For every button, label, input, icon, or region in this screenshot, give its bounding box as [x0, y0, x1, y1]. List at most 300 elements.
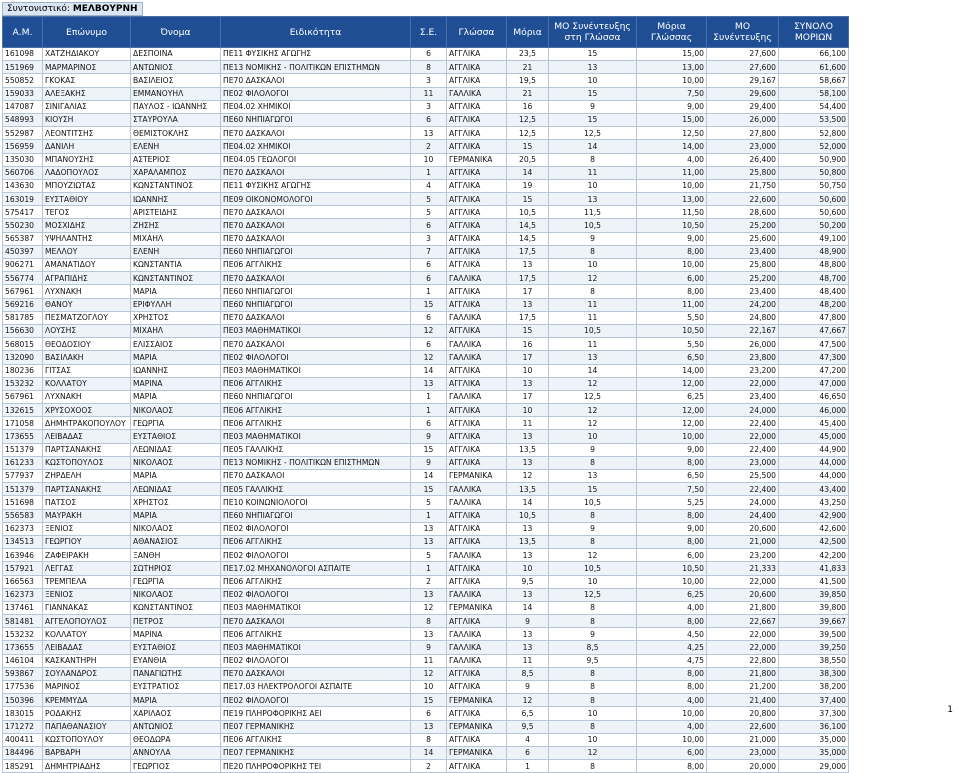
cell-surname: ΚΩΣΤΟΠΟΥΛΟΥ — [43, 733, 131, 746]
cell-se: 5 — [411, 549, 447, 562]
table-row — [3, 509, 849, 522]
cell-language: ΑΓΓΛΙΚΑ — [447, 100, 507, 113]
table-row — [3, 707, 849, 720]
candidates-table — [2, 16, 849, 773]
cell-points: 19 — [507, 179, 549, 192]
cell-points: 17,5 — [507, 311, 549, 324]
cell-surname: ΠΕΣΜΑΤΖΟΓΛΟΥ — [43, 311, 131, 324]
cell-lang-points: 4,75 — [637, 654, 707, 667]
cell-interview: 24,000 — [707, 496, 779, 509]
table-row — [3, 575, 849, 588]
cell-lang-points: 13,00 — [637, 61, 707, 74]
cell-total: 36,100 — [779, 720, 849, 733]
col-se-header: Σ.Ε. — [411, 17, 447, 48]
cell-name: ΑΝΤΩΝΙΟΣ — [131, 61, 221, 74]
cell-interview: 22,800 — [707, 654, 779, 667]
cell-language: ΑΓΓΛΙΚΑ — [447, 404, 507, 417]
cell-points: 13 — [507, 377, 549, 390]
cell-surname: ΥΨΗΛΑΝΤΗΣ — [43, 232, 131, 245]
cell-interview: 29,167 — [707, 74, 779, 87]
cell-surname: ΛΕΙΒΑΔΑΣ — [43, 430, 131, 443]
cell-interview-lang: 9 — [549, 522, 637, 535]
cell-lang-points: 6,00 — [637, 746, 707, 759]
table-row — [3, 259, 849, 272]
cell-total: 42,900 — [779, 509, 849, 522]
cell-total: 29,000 — [779, 760, 849, 773]
cell-interview-lang: 15 — [549, 87, 637, 100]
cell-name: ΜΑΡΙΝΑ — [131, 377, 221, 390]
table-row — [3, 100, 849, 113]
cell-interview: 28,600 — [707, 206, 779, 219]
cell-total: 42,500 — [779, 535, 849, 548]
cell-surname: ΠΑΡΤΣΑΝΑΚΗΣ — [43, 443, 131, 456]
cell-am: 185291 — [3, 760, 43, 773]
cell-name: ΑΝΤΩΝΙΟΣ — [131, 720, 221, 733]
cell-language: ΑΓΓΛΙΚΑ — [447, 377, 507, 390]
cell-language: ΑΓΓΛΙΚΑ — [447, 245, 507, 258]
cell-specialty: ΠΕ70 ΔΑΣΚΑΛΟΙ — [221, 219, 411, 232]
cell-name: ΧΡΗΣΤΟΣ — [131, 496, 221, 509]
cell-name: ΕΥΣΤΡΑΤΙΟΣ — [131, 681, 221, 694]
cell-interview: 26,000 — [707, 113, 779, 126]
cell-interview: 21,333 — [707, 562, 779, 575]
cell-specialty: ΠΕ03 ΜΑΘΗΜΑΤΙΚΟΙ — [221, 430, 411, 443]
cell-interview-lang: 12,5 — [549, 588, 637, 601]
cell-lang-points: 10,00 — [637, 575, 707, 588]
cell-interview-lang: 12 — [549, 272, 637, 285]
cell-se: 15 — [411, 298, 447, 311]
cell-language: ΑΓΓΛΙΚΑ — [447, 681, 507, 694]
table-row — [3, 430, 849, 443]
cell-lang-points: 11,50 — [637, 206, 707, 219]
cell-points: 13,5 — [507, 443, 549, 456]
cell-specialty: ΠΕ09 ΟΙΚΟΝΟΜΟΛΟΓΟΙ — [221, 193, 411, 206]
cell-se: 2 — [411, 140, 447, 153]
table-row — [3, 720, 849, 733]
cell-language: ΑΓΓΛΙΚΑ — [447, 760, 507, 773]
cell-language: ΑΓΓΛΙΚΑ — [447, 443, 507, 456]
cell-am: 577937 — [3, 470, 43, 483]
cell-lang-points: 12,00 — [637, 377, 707, 390]
cell-am: 161233 — [3, 456, 43, 469]
cell-interview-lang: 10 — [549, 575, 637, 588]
cell-points: 17 — [507, 285, 549, 298]
cell-name: ΑΣΤΕΡΙΟΣ — [131, 153, 221, 166]
cell-points: 13 — [507, 549, 549, 562]
cell-interview: 23,200 — [707, 549, 779, 562]
cell-se: 8 — [411, 61, 447, 74]
cell-se: 6 — [411, 311, 447, 324]
cell-surname: ΘΑΝΟΥ — [43, 298, 131, 311]
cell-surname: ΔΗΜΗΤΡΑΚΟΠΟΥΛΟΥ — [43, 417, 131, 430]
cell-specialty: ΠΕ02 ΦΙΛΟΛΟΓΟΙ — [221, 549, 411, 562]
cell-se: 9 — [411, 430, 447, 443]
cell-lang-points: 8,00 — [637, 245, 707, 258]
cell-language: ΑΓΓΛΙΚΑ — [447, 219, 507, 232]
table-row — [3, 615, 849, 628]
cell-interview-lang: 8 — [549, 720, 637, 733]
cell-specialty: ΠΕ02 ΦΙΛΟΛΟΓΟΙ — [221, 522, 411, 535]
cell-se: 6 — [411, 417, 447, 430]
cell-am: 156959 — [3, 140, 43, 153]
table-row — [3, 681, 849, 694]
cell-surname: ΘΕΟΔΟΣΙΟΥ — [43, 338, 131, 351]
table-row — [3, 417, 849, 430]
cell-specialty: ΠΕ70 ΔΑΣΚΑΛΟΙ — [221, 338, 411, 351]
cell-se: 5 — [411, 496, 447, 509]
cell-total: 47,300 — [779, 351, 849, 364]
table-row — [3, 654, 849, 667]
cell-am: 400411 — [3, 733, 43, 746]
col-specialty-header: Ειδικότητα — [221, 17, 411, 48]
cell-name: ΙΩΑΝΝΗΣ — [131, 193, 221, 206]
cell-specialty: ΠΕ07 ΓΕΡΜΑΝΙΚΗΣ — [221, 746, 411, 759]
cell-total: 38,200 — [779, 681, 849, 694]
cell-interview-lang: 11 — [549, 166, 637, 179]
table-row — [3, 522, 849, 535]
cell-specialty: ΠΕ70 ΔΑΣΚΑΛΟΙ — [221, 615, 411, 628]
cell-points: 10,5 — [507, 509, 549, 522]
cell-points: 13 — [507, 588, 549, 601]
cell-lang-points: 6,25 — [637, 390, 707, 403]
cell-am: 151379 — [3, 483, 43, 496]
cell-specialty: ΠΕ70 ΔΑΣΚΑΛΟΙ — [221, 470, 411, 483]
cell-interview: 24,800 — [707, 311, 779, 324]
cell-total: 50,800 — [779, 166, 849, 179]
cell-interview: 23,400 — [707, 390, 779, 403]
cell-specialty: ΠΕ60 ΝΗΠΙΑΓΩΓΟΙ — [221, 298, 411, 311]
cell-specialty: ΠΕ70 ΔΑΣΚΑΛΟΙ — [221, 311, 411, 324]
cell-name: ΜΙΧΑΗΛ — [131, 232, 221, 245]
cell-total: 47,200 — [779, 364, 849, 377]
cell-language: ΑΓΓΛΙΚΑ — [447, 417, 507, 430]
cell-interview-lang: 8 — [549, 681, 637, 694]
cell-se: 6 — [411, 272, 447, 285]
cell-surname: ΓΕΩΡΓΙΟΥ — [43, 535, 131, 548]
cell-total: 38,550 — [779, 654, 849, 667]
cell-points: 14 — [507, 496, 549, 509]
cell-interview: 25,800 — [707, 259, 779, 272]
cell-lang-points: 10,00 — [637, 179, 707, 192]
cell-specialty: ΠΕ70 ΔΑΣΚΑΛΟΙ — [221, 74, 411, 87]
cell-interview-lang: 8 — [549, 153, 637, 166]
cell-lang-points: 8,00 — [637, 285, 707, 298]
cell-specialty: ΠΕ20 ΠΛΗΡΟΦΟΡΙΚΗΣ ΤΕΙ — [221, 760, 411, 773]
cell-total: 38,300 — [779, 667, 849, 680]
cell-am: 153232 — [3, 377, 43, 390]
cell-lang-points: 5,50 — [637, 311, 707, 324]
cell-am: 151698 — [3, 496, 43, 509]
cell-surname: ΛΑΔΟΠΟΥΛΟΣ — [43, 166, 131, 179]
cell-points: 4 — [507, 733, 549, 746]
cell-se: 3 — [411, 232, 447, 245]
cell-se: 15 — [411, 443, 447, 456]
cell-interview-lang: 12 — [549, 417, 637, 430]
cell-interview-lang: 11,5 — [549, 206, 637, 219]
cell-points: 12 — [507, 470, 549, 483]
cell-interview-lang: 8 — [549, 760, 637, 773]
cell-name: ΝΙΚΟΛΑΟΣ — [131, 588, 221, 601]
cell-points: 17,5 — [507, 272, 549, 285]
cell-am: 556774 — [3, 272, 43, 285]
cell-specialty: ΠΕ02 ΦΙΛΟΛΟΓΟΙ — [221, 694, 411, 707]
cell-interview: 23,800 — [707, 351, 779, 364]
cell-se: 9 — [411, 456, 447, 469]
cell-am: 567961 — [3, 390, 43, 403]
cell-name: ΠΑΝΑΓΙΩΤΗΣ — [131, 667, 221, 680]
cell-points: 9,5 — [507, 575, 549, 588]
cell-total: 48,400 — [779, 285, 849, 298]
cell-am: 180236 — [3, 364, 43, 377]
table-row — [3, 562, 849, 575]
cell-name: ΙΩΑΝΝΗΣ — [131, 364, 221, 377]
cell-interview: 27,600 — [707, 48, 779, 61]
table-row — [3, 667, 849, 680]
cell-surname: ΚΟΛΛΑΤΟΥ — [43, 377, 131, 390]
cell-interview: 22,000 — [707, 628, 779, 641]
cell-se: 15 — [411, 483, 447, 496]
cell-points: 6,5 — [507, 707, 549, 720]
cell-lang-points: 6,00 — [637, 272, 707, 285]
cell-points: 13 — [507, 456, 549, 469]
cell-se: 3 — [411, 100, 447, 113]
cell-language: ΑΓΓΛΙΚΑ — [447, 298, 507, 311]
cell-name: ΜΑΡΙΑ — [131, 285, 221, 298]
cell-am: 171058 — [3, 417, 43, 430]
cell-points: 16 — [507, 338, 549, 351]
cell-language: ΓΑΛΛΙΚΑ — [447, 628, 507, 641]
cell-surname: ΜΑΡΙΝΟΣ — [43, 681, 131, 694]
cell-am: 146104 — [3, 654, 43, 667]
cell-name: ΕΛΙΣΣΑΙΟΣ — [131, 338, 221, 351]
cell-total: 50,600 — [779, 193, 849, 206]
cell-interview: 20,000 — [707, 760, 779, 773]
cell-am: 161098 — [3, 48, 43, 61]
cell-surname: ΤΕΓΟΣ — [43, 206, 131, 219]
cell-surname: ΛΥΧΝΑΚΗ — [43, 390, 131, 403]
cell-total: 44,900 — [779, 443, 849, 456]
cell-se: 2 — [411, 760, 447, 773]
cell-surname: ΛΕΓΓΑΣ — [43, 562, 131, 575]
cell-surname: ΔΗΜΗΤΡΙΑΔΗΣ — [43, 760, 131, 773]
cell-interview-lang: 9 — [549, 443, 637, 456]
cell-interview: 26,000 — [707, 338, 779, 351]
cell-lang-points: 10,00 — [637, 707, 707, 720]
cell-specialty: ΠΕ04.02 ΧΗΜΙΚΟΙ — [221, 140, 411, 153]
table-row — [3, 746, 849, 759]
cell-interview: 24,200 — [707, 298, 779, 311]
cell-name: ΝΙΚΟΛΑΟΣ — [131, 456, 221, 469]
cell-specialty: ΠΕ60 ΝΗΠΙΑΓΩΓΟΙ — [221, 509, 411, 522]
cell-specialty: ΠΕ70 ΔΑΣΚΑΛΟΙ — [221, 232, 411, 245]
cell-total: 58,667 — [779, 74, 849, 87]
cell-name: ΔΕΣΠΟΙΝΑ — [131, 48, 221, 61]
table-row — [3, 153, 849, 166]
cell-total: 46,000 — [779, 404, 849, 417]
cell-name: ΕΥΣΤΑΘΙΟΣ — [131, 430, 221, 443]
cell-interview: 25,800 — [707, 166, 779, 179]
cell-points: 14 — [507, 166, 549, 179]
cell-interview: 25,600 — [707, 232, 779, 245]
cell-surname: ΧΡΥΣΟΧΟΟΣ — [43, 404, 131, 417]
cell-name: ΛΕΩΝΙΔΑΣ — [131, 483, 221, 496]
cell-se: 15 — [411, 694, 447, 707]
cell-interview-lang: 15 — [549, 113, 637, 126]
table-row — [3, 87, 849, 100]
cell-points: 12 — [507, 694, 549, 707]
cell-se: 8 — [411, 733, 447, 746]
cell-total: 39,500 — [779, 628, 849, 641]
table-row — [3, 535, 849, 548]
cell-total: 50,750 — [779, 179, 849, 192]
cell-name: ΜΑΡΙΝΑ — [131, 628, 221, 641]
cell-am: 137461 — [3, 601, 43, 614]
cell-name: ΛΕΩΝΙΔΑΣ — [131, 443, 221, 456]
cell-lang-points: 4,50 — [637, 628, 707, 641]
cell-lang-points: 8,00 — [637, 615, 707, 628]
cell-lang-points: 9,00 — [637, 100, 707, 113]
cell-language: ΓΕΡΜΑΝΙΚΑ — [447, 746, 507, 759]
table-row — [3, 641, 849, 654]
cell-specialty: ΠΕ07 ΓΕΡΜΑΝΙΚΗΣ — [221, 720, 411, 733]
table-row — [3, 601, 849, 614]
cell-language: ΑΓΓΛΙΚΑ — [447, 285, 507, 298]
cell-interview: 22,400 — [707, 417, 779, 430]
cell-total: 39,667 — [779, 615, 849, 628]
table-row — [3, 61, 849, 74]
cell-interview-lang: 8 — [549, 667, 637, 680]
cell-name: ΚΩΝΣΤΑΝΤΙΝΟΣ — [131, 601, 221, 614]
cell-surname: ΠΑΤΣΟΣ — [43, 496, 131, 509]
cell-lang-points: 9,00 — [637, 522, 707, 535]
cell-interview-lang: 10 — [549, 733, 637, 746]
cell-specialty: ΠΕ04.05 ΓΕΩΛΟΓΟΙ — [221, 153, 411, 166]
cell-language: ΑΓΓΛΙΚΑ — [447, 140, 507, 153]
table-row — [3, 338, 849, 351]
cell-interview: 22,167 — [707, 324, 779, 337]
cell-am: 550852 — [3, 74, 43, 87]
cell-interview: 22,600 — [707, 193, 779, 206]
cell-points: 15 — [507, 193, 549, 206]
cell-language: ΑΓΓΛΙΚΑ — [447, 430, 507, 443]
table-header-row — [3, 17, 849, 48]
cell-se: 5 — [411, 206, 447, 219]
cell-am: 581785 — [3, 311, 43, 324]
cell-name: ΓΕΩΡΓΙΑ — [131, 575, 221, 588]
cell-specialty: ΠΕ11 ΦΥΣΙΚΗΣ ΑΓΩΓΗΣ — [221, 48, 411, 61]
cell-name: ΑΝΝΟΥΛΑ — [131, 746, 221, 759]
cell-lang-points: 9,00 — [637, 232, 707, 245]
cell-interview-lang: 12,5 — [549, 390, 637, 403]
cell-total: 42,200 — [779, 549, 849, 562]
cell-total: 35,000 — [779, 746, 849, 759]
cell-interview-lang: 8 — [549, 285, 637, 298]
cell-surname: ΞΕΝΙΟΣ — [43, 522, 131, 535]
cell-surname: ΑΛΕΞΑΚΗΣ — [43, 87, 131, 100]
cell-lang-points: 8,00 — [637, 456, 707, 469]
cell-total: 37,400 — [779, 694, 849, 707]
cell-se: 13 — [411, 127, 447, 140]
cell-se: 13 — [411, 588, 447, 601]
table-row — [3, 272, 849, 285]
cell-surname: ΚΡΕΜΜΥΔΑ — [43, 694, 131, 707]
cell-total: 44,000 — [779, 456, 849, 469]
cell-am: 173655 — [3, 430, 43, 443]
cell-surname: ΑΓΓΕΛΟΠΟΥΛΟΣ — [43, 615, 131, 628]
cell-total: 53,500 — [779, 113, 849, 126]
cell-specialty: ΠΕ02 ΦΙΛΟΛΟΓΟΙ — [221, 654, 411, 667]
cell-specialty: ΠΕ70 ΔΑΣΚΑΛΟΙ — [221, 206, 411, 219]
cell-surname: ΑΜΑΝΑΤΙΔΟΥ — [43, 259, 131, 272]
cell-language: ΑΓΓΛΙΚΑ — [447, 562, 507, 575]
cell-lang-points: 8,00 — [637, 509, 707, 522]
cell-interview-lang: 12 — [549, 404, 637, 417]
cell-interview-lang: 13 — [549, 193, 637, 206]
cell-se: 12 — [411, 667, 447, 680]
page-number: 1 — [947, 705, 953, 715]
cell-language: ΓΑΛΛΙΚΑ — [447, 272, 507, 285]
cell-se: 1 — [411, 562, 447, 575]
cell-am: 568015 — [3, 338, 43, 351]
cell-lang-points: 8,00 — [637, 667, 707, 680]
cell-am: 556583 — [3, 509, 43, 522]
cell-name: ΒΑΣΙΛΕΙΟΣ — [131, 74, 221, 87]
cell-name: ΕΥΑΝΘΙΑ — [131, 654, 221, 667]
cell-surname: ΚΙΟΥΣΗ — [43, 113, 131, 126]
cell-am: 575417 — [3, 206, 43, 219]
cell-specialty: ΠΕ02 ΦΙΛΟΛΟΓΟΙ — [221, 351, 411, 364]
col-language-header: Γλώσσα — [447, 17, 507, 48]
cell-lang-points: 7,50 — [637, 87, 707, 100]
table-row — [3, 588, 849, 601]
cell-language: ΑΓΓΛΙΚΑ — [447, 193, 507, 206]
cell-lang-points: 4,25 — [637, 641, 707, 654]
cell-interview-lang: 13 — [549, 61, 637, 74]
cell-interview: 20,600 — [707, 588, 779, 601]
cell-lang-points: 4,00 — [637, 720, 707, 733]
cell-points: 13,5 — [507, 483, 549, 496]
cell-surname: ΓΙΤΣΑΣ — [43, 364, 131, 377]
cell-interview-lang: 8 — [549, 615, 637, 628]
cell-specialty: ΠΕ06 ΑΓΓΛΙΚΗΣ — [221, 417, 411, 430]
table-row — [3, 74, 849, 87]
cell-total: 47,667 — [779, 324, 849, 337]
cell-language: ΓΑΛΛΙΚΑ — [447, 87, 507, 100]
cell-interview: 27,600 — [707, 61, 779, 74]
cell-total: 39,250 — [779, 641, 849, 654]
cell-se: 13 — [411, 377, 447, 390]
cell-interview-lang: 11 — [549, 298, 637, 311]
cell-interview-lang: 13 — [549, 470, 637, 483]
cell-se: 6 — [411, 338, 447, 351]
cell-total: 44,000 — [779, 470, 849, 483]
cell-total: 58,100 — [779, 87, 849, 100]
cell-interview-lang: 10,5 — [549, 219, 637, 232]
cell-interview: 21,400 — [707, 694, 779, 707]
cell-interview-lang: 8 — [549, 456, 637, 469]
cell-interview: 26,400 — [707, 153, 779, 166]
cell-interview: 24,400 — [707, 509, 779, 522]
cell-language: ΑΓΓΛΙΚΑ — [447, 324, 507, 337]
cell-se: 14 — [411, 364, 447, 377]
cell-interview: 29,400 — [707, 100, 779, 113]
cell-surname: ΜΕΛΛΟΥ — [43, 245, 131, 258]
cell-surname: ΑΓΡΑΠΙΔΗΣ — [43, 272, 131, 285]
cell-name: ΕΜΜΑΝΟΥΗΛ — [131, 87, 221, 100]
cell-points: 21 — [507, 87, 549, 100]
cell-am: 162373 — [3, 588, 43, 601]
cell-interview: 21,000 — [707, 733, 779, 746]
